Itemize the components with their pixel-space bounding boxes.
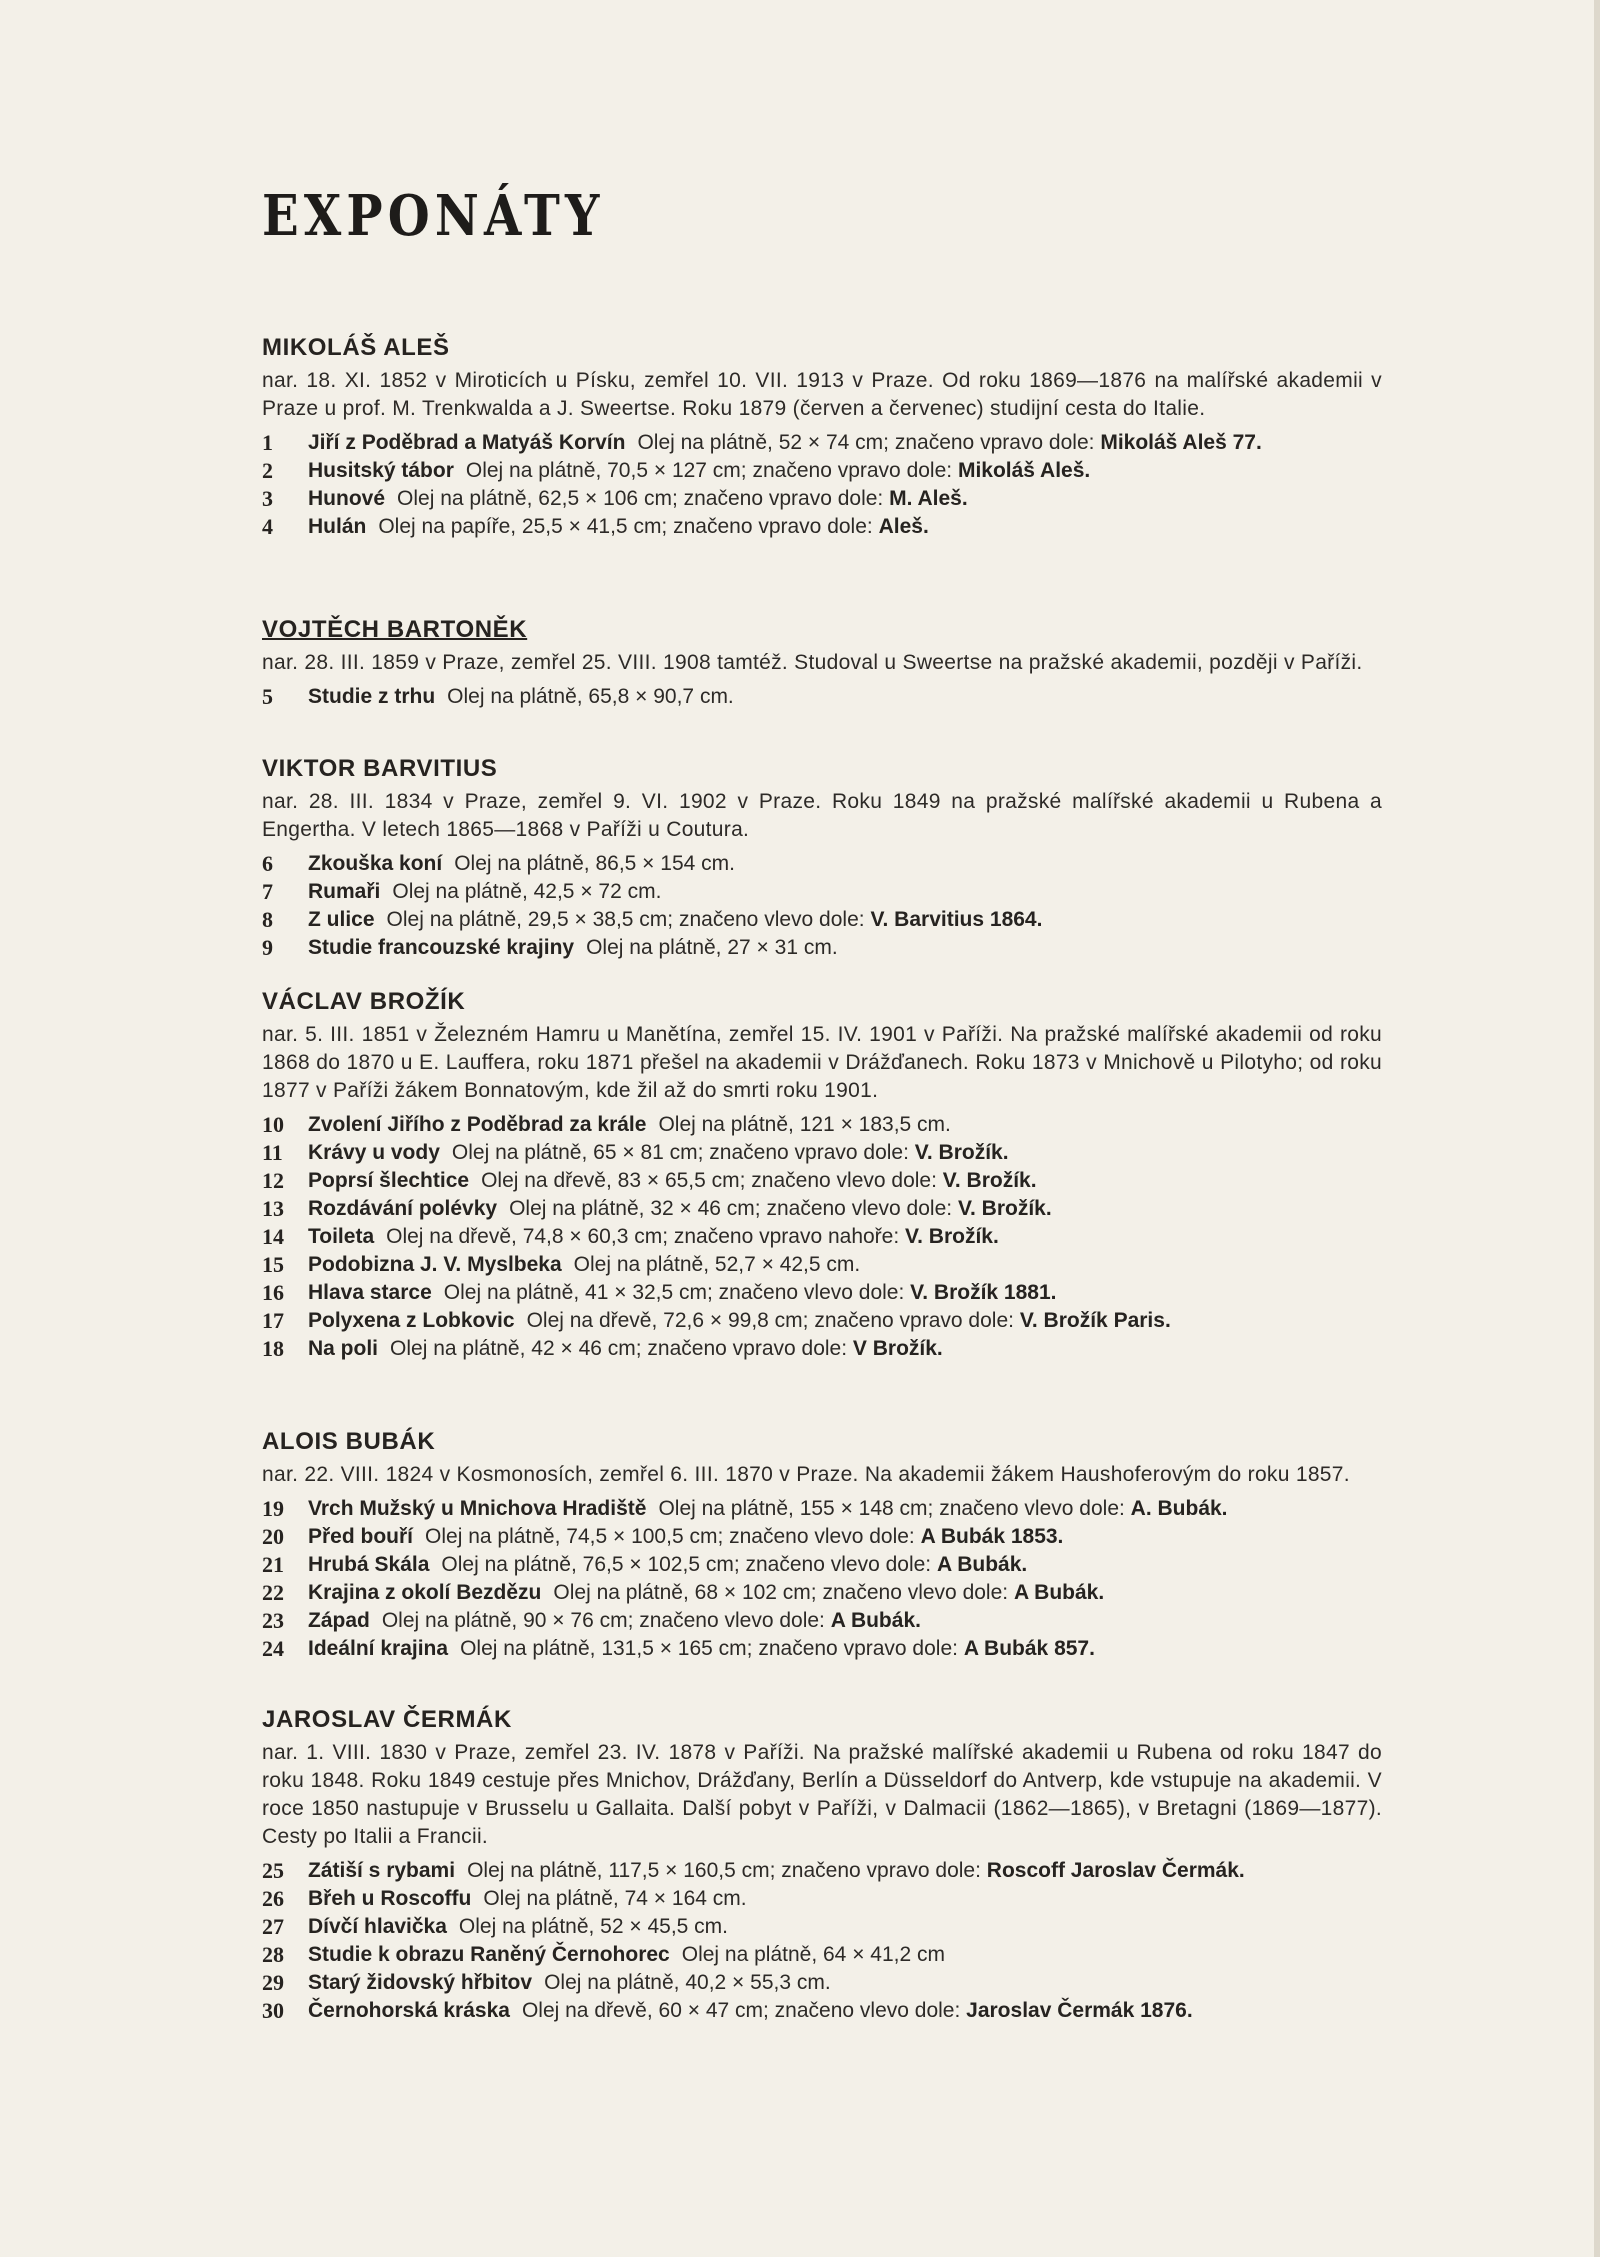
artist-bio: nar. 1. VIII. 1830 v Praze, zemřel 23. IV. 1878 v Paříži. Na pražské malířské akademii u Rubena od roku 1847 do roku 1848. Roku 1849 cestuje přes Mnichov, Drážďany, Berlín a Düsseldorf do Antverp, kde vstupuje na akademii. V roce 1850 nastupuje v Brusselu u Gallaita. Další pobyt v Paříži, v Dalmacii (1862—1865), v Bretagni (1869—1877). Cesty po Italii a Francii. (262, 1741, 1382, 1848)
work-title: Břeh u Roscoffu (308, 1887, 472, 1910)
work-number: 9 (262, 935, 273, 960)
artist-section (262, 615, 1382, 711)
work-signature: V. Brožík. (942, 1169, 1037, 1192)
work-title: Vrch Mužský u Mnichova Hradiště (308, 1497, 647, 1520)
work-title: Zkouška koní (308, 852, 443, 875)
works-list (262, 1111, 1382, 1363)
work-title: Hlava starce (308, 1281, 432, 1304)
work-medium: Olej na plátně, 42,5 × 72 cm. (392, 880, 662, 903)
artist-name: MIKOLÁŠ ALEŠ (262, 334, 450, 361)
work-title: Starý židovský hřbitov (308, 1971, 533, 1994)
work-item (262, 485, 1382, 513)
work-signature: V. Brožík Paris. (1019, 1309, 1171, 1332)
work-number: 30 (262, 1998, 284, 2023)
work-number: 21 (262, 1552, 284, 1577)
work-signature: Mikoláš Aleš 77. (1100, 431, 1262, 454)
work-signature: A. Bubák. (1130, 1497, 1228, 1520)
artist-name: JAROSLAV ČERMÁK (262, 1706, 512, 1733)
work-number: 26 (262, 1886, 284, 1911)
work-number: 10 (262, 1112, 284, 1137)
work-signature: A Bubák. (936, 1553, 1028, 1576)
work-number: 15 (262, 1252, 284, 1277)
work-medium: Olej na plátně, 76,5 × 102,5 cm; značeno vlevo dole: (441, 1553, 932, 1576)
work-signature: A Bubák. (830, 1609, 921, 1632)
work-title: Zvolení Jiřího z Poděbrad za krále (308, 1113, 647, 1136)
work-title: Dívčí hlavička (308, 1915, 447, 1938)
work-title: Rozdávání polévky (308, 1197, 498, 1220)
artist-bio: nar. 28. III. 1859 v Praze, zemřel 25. VIII. 1908 tamtéž. Studoval u Sweertse na pražské akademii, později v Paříži. (262, 651, 1363, 674)
work-title: Studie z trhu (308, 685, 436, 708)
artist-bio: nar. 28. III. 1834 v Praze, zemřel 9. VI. 1902 v Praze. Roku 1849 na pražské malířské akademii u Rubena a Engertha. V letech 1865—1868 v Paříži u Coutura. (262, 790, 1382, 841)
work-title: Černohorská kráska (308, 1999, 510, 2022)
artist-bio: nar. 18. XI. 1852 v Miroticích u Písku, zemřel 10. VII. 1913 v Praze. Od roku 1869—1876 na malířské akademii v Praze u prof. M. Trenkwalda a J. Sweertse. Roku 1879 (červen a červenec) studijní cesta do Italie. (262, 369, 1382, 420)
work-item (262, 934, 1382, 962)
works-list (262, 1857, 1382, 2025)
work-medium: Olej na dřevě, 60 × 47 cm; značeno vlevo dole: (521, 1999, 961, 2022)
work-title: Z ulice (308, 908, 375, 931)
work-number: 13 (262, 1196, 284, 1221)
work-title: Studie francouzské krajiny (308, 936, 575, 959)
work-medium: Olej na plátně, 62,5 × 106 cm; značeno vpravo dole: (397, 487, 884, 510)
work-number: 7 (262, 879, 273, 904)
work-title: Hunové (308, 487, 386, 510)
work-item (262, 1279, 1382, 1307)
work-medium: Olej na plátně, 121 × 183,5 cm. (658, 1113, 951, 1136)
work-title: Podobizna J. V. Myslbeka (308, 1253, 562, 1276)
work-number: 19 (262, 1496, 284, 1521)
work-title: Studie k obrazu Raněný Černohorec (308, 1943, 670, 1966)
work-item (262, 1579, 1382, 1607)
work-title: Zátiší s rybami (308, 1859, 456, 1882)
work-item (262, 1495, 1382, 1523)
work-signature: A Bubák 1853. (920, 1525, 1064, 1548)
work-item (262, 850, 1382, 878)
page-edge (1594, 0, 1600, 2257)
work-signature: A Bubák 857. (963, 1637, 1095, 1660)
work-medium: Olej na plátně, 42 × 46 cm; značeno vpravo dole: (390, 1337, 848, 1360)
work-number: 11 (262, 1140, 283, 1165)
work-number: 1 (262, 430, 273, 455)
work-item (262, 1969, 1382, 1997)
work-item (262, 1551, 1382, 1579)
work-number: 3 (262, 486, 273, 511)
work-number: 6 (262, 851, 273, 876)
work-medium: Olej na dřevě, 72,6 × 99,8 cm; značeno vpravo dole: (526, 1309, 1014, 1332)
work-item (262, 1307, 1382, 1335)
work-medium: Olej na plátně, 64 × 41,2 cm (681, 1943, 945, 1966)
work-medium: Olej na plátně, 74 × 164 cm. (483, 1887, 747, 1910)
work-item (262, 1913, 1382, 1941)
work-item (262, 1997, 1382, 2025)
work-title: Krajina z okolí Bezdězu (308, 1581, 542, 1604)
work-number: 4 (262, 514, 273, 539)
work-number: 12 (262, 1168, 284, 1193)
work-signature: V. Brožík 1881. (910, 1281, 1057, 1304)
artist-section (262, 754, 1382, 962)
work-item (262, 1223, 1382, 1251)
work-signature: V. Brožík. (914, 1141, 1009, 1164)
page-title: EXPONÁTY (262, 183, 605, 249)
works-list (262, 850, 1382, 962)
work-number: 23 (262, 1608, 284, 1633)
artist-name: VIKTOR BARVITIUS (262, 755, 498, 782)
work-item (262, 513, 1382, 541)
work-title: Jiří z Poděbrad a Matyáš Korvín (308, 431, 626, 454)
work-signature: Jaroslav Čermák 1876. (966, 1999, 1193, 2022)
work-signature: V. Brožík. (905, 1225, 999, 1248)
work-item (262, 1167, 1382, 1195)
work-item (262, 457, 1382, 485)
work-medium: Olej na plátně, 86,5 × 154 cm. (454, 852, 735, 875)
work-number: 25 (262, 1858, 284, 1883)
work-number: 22 (262, 1580, 284, 1605)
artist-section (262, 1427, 1382, 1663)
work-number: 8 (262, 907, 273, 932)
work-item (262, 1885, 1382, 1913)
work-medium: Olej na dřevě, 74,8 × 60,3 cm; značeno vpravo nahoře: (386, 1225, 900, 1248)
work-medium: Olej na plátně, 131,5 × 165 cm; značeno vpravo dole: (460, 1637, 958, 1660)
work-item (262, 878, 1382, 906)
work-title: Krávy u vody (308, 1141, 440, 1164)
work-item (262, 683, 1382, 711)
works-list (262, 429, 1382, 541)
work-title: Ideální krajina (308, 1637, 449, 1660)
work-medium: Olej na plátně, 40,2 × 55,3 cm. (544, 1971, 831, 1994)
work-item (262, 1635, 1382, 1663)
work-number: 16 (262, 1280, 284, 1305)
artist-section (262, 1705, 1382, 2025)
work-number: 24 (262, 1636, 284, 1661)
work-item (262, 1139, 1382, 1167)
work-number: 2 (262, 458, 273, 483)
work-title: Polyxena z Lobkovic (308, 1309, 515, 1332)
work-medium: Olej na plátně, 52 × 45,5 cm. (458, 1915, 729, 1938)
work-title: Hulán (308, 515, 367, 538)
work-medium: Olej na plátně, 29,5 × 38,5 cm; značeno vlevo dole: (386, 908, 865, 931)
work-item (262, 1857, 1382, 1885)
work-signature: M. Aleš. (889, 487, 968, 510)
work-item (262, 1195, 1382, 1223)
work-title: Rumaři (308, 880, 381, 903)
work-signature: V. Barvitius 1864. (870, 908, 1043, 931)
work-number: 14 (262, 1224, 284, 1249)
work-item (262, 1111, 1382, 1139)
work-medium: Olej na plátně, 74,5 × 100,5 cm; značeno vlevo dole: (425, 1525, 915, 1548)
work-title: Před bouří (308, 1525, 414, 1548)
work-medium: Olej na plátně, 27 × 31 cm. (586, 936, 838, 959)
artist-section (262, 333, 1382, 541)
work-signature: Aleš. (878, 515, 929, 538)
works-list (262, 683, 1382, 711)
artist-name: VÁCLAV BROŽÍK (262, 988, 466, 1015)
artist-section (262, 987, 1382, 1363)
work-medium: Olej na plátně, 41 × 32,5 cm; značeno vlevo dole: (443, 1281, 905, 1304)
work-title: Husitský tábor (308, 459, 454, 482)
artist-bio: nar. 5. III. 1851 v Železném Hamru u Manětína, zemřel 15. IV. 1901 v Paříži. Na pražské malířské akademii od roku 1868 do 1870 u E. Lauffera, roku 1871 přešel na akademii v Drážďanech. Roku 1873 v Mnichově u Pilotyho; od roku 1877 v Paříži žákem Bonnatovým, kde žil až do smrti roku 1901. (262, 1023, 1382, 1102)
artist-bio: nar. 22. VIII. 1824 v Kosmonosích, zemřel 6. III. 1870 v Praze. Na akademii žákem Haushoferovým do roku 1857. (262, 1463, 1350, 1486)
artist-name: VOJTĚCH BARTONĚK (262, 616, 528, 643)
work-medium: Olej na plátně, 52 × 74 cm; značeno vpravo dole: (637, 431, 1095, 454)
work-medium: Olej na plátně, 155 × 148 cm; značeno vlevo dole: (658, 1497, 1125, 1520)
work-number: 18 (262, 1336, 284, 1361)
work-signature: Mikoláš Aleš. (957, 459, 1091, 482)
work-item (262, 906, 1382, 934)
work-medium: Olej na dřevě, 83 × 65,5 cm; značeno vlevo dole: (481, 1169, 937, 1192)
work-number: 5 (262, 684, 273, 709)
work-item (262, 1251, 1382, 1279)
work-title: Poprsí šlechtice (308, 1169, 470, 1192)
work-title: Na poli (308, 1337, 379, 1360)
work-medium: Olej na plátně, 65 × 81 cm; značeno vpravo dole: (451, 1141, 909, 1164)
work-medium: Olej na plátně, 32 × 46 cm; značeno vlevo dole: (509, 1197, 953, 1220)
work-medium: Olej na plátně, 70,5 × 127 cm; značeno vpravo dole: (465, 459, 953, 482)
work-number: 28 (262, 1942, 284, 1967)
work-title: Hrubá Skála (308, 1553, 430, 1576)
work-signature: V. Brožík. (957, 1197, 1052, 1220)
work-signature: Roscoff Jaroslav Čermák. (986, 1859, 1245, 1882)
work-item (262, 429, 1382, 457)
work-medium: Olej na plátně, 90 × 76 cm; značeno vlevo dole: (381, 1609, 825, 1632)
work-item (262, 1335, 1382, 1363)
work-medium: Olej na papíře, 25,5 × 41,5 cm; značeno vpravo dole: (378, 515, 873, 538)
work-item (262, 1607, 1382, 1635)
work-signature: A Bubák. (1013, 1581, 1105, 1604)
work-medium: Olej na plátně, 117,5 × 160,5 cm; značeno vpravo dole: (467, 1859, 981, 1882)
work-signature: V Brožík. (852, 1337, 943, 1360)
work-title: Toileta (308, 1225, 375, 1248)
work-number: 17 (262, 1308, 284, 1333)
work-number: 20 (262, 1524, 284, 1549)
work-number: 27 (262, 1914, 284, 1939)
artist-name: ALOIS BUBÁK (262, 1428, 436, 1455)
work-item (262, 1523, 1382, 1551)
works-list (262, 1495, 1382, 1663)
work-medium: Olej na plátně, 68 × 102 cm; značeno vlevo dole: (553, 1581, 1009, 1604)
work-item (262, 1941, 1382, 1969)
work-title: Západ (308, 1609, 370, 1632)
work-medium: Olej na plátně, 52,7 × 42,5 cm. (573, 1253, 861, 1276)
work-medium: Olej na plátně, 65,8 × 90,7 cm. (447, 685, 734, 708)
work-number: 29 (262, 1970, 284, 1995)
